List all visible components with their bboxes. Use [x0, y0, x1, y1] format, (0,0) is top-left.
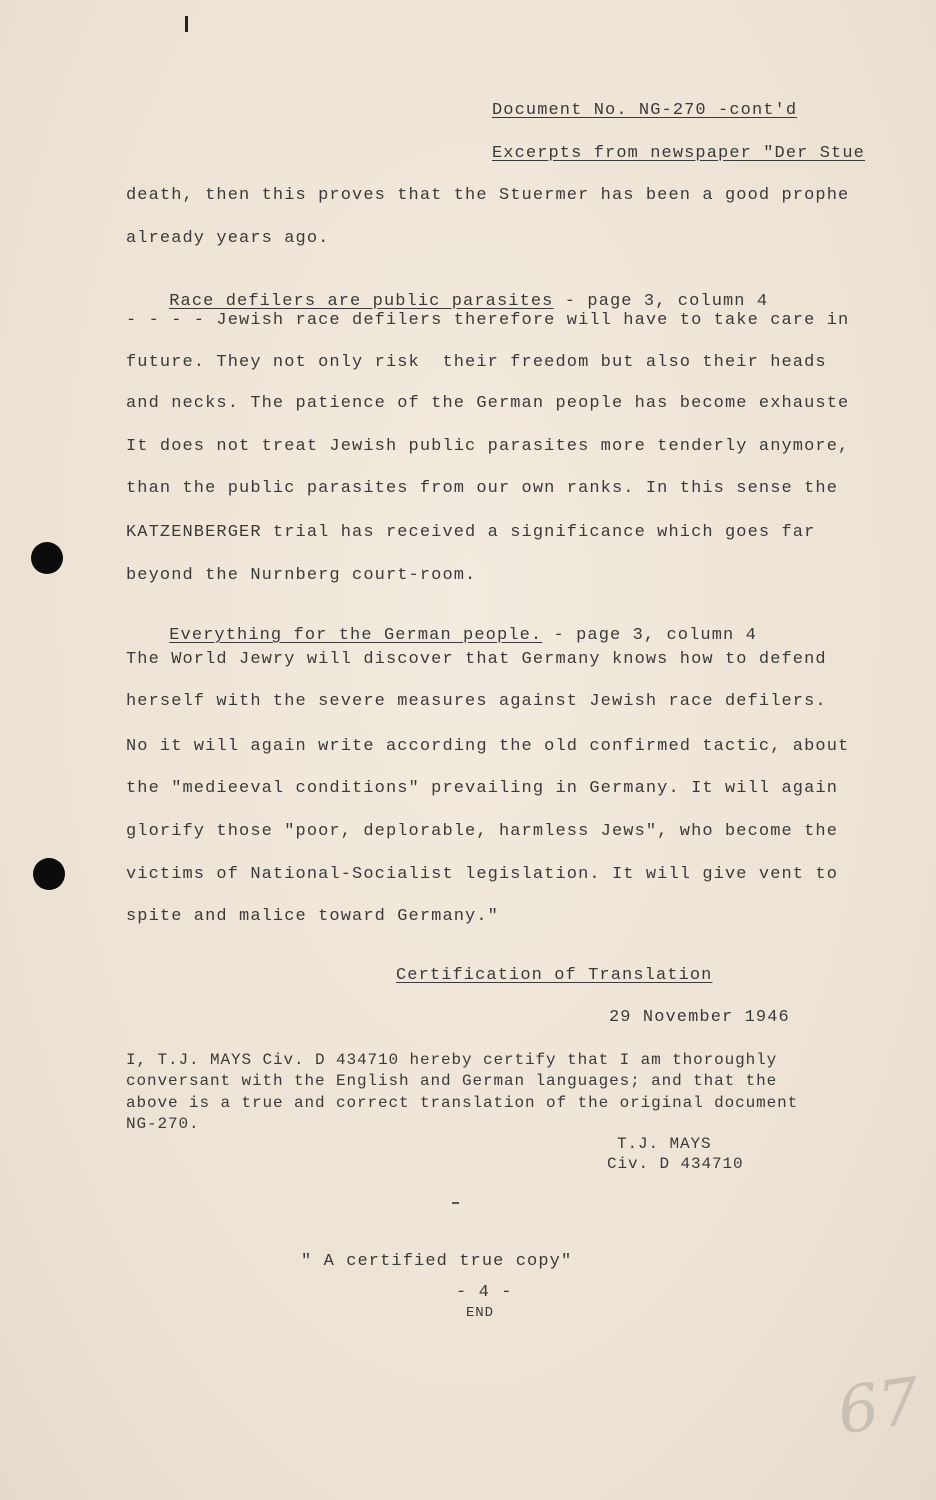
body-line: - - - - Jewish race defilers therefore will have to take care in: [126, 311, 850, 330]
section-reference: - page 3, column 4: [542, 626, 757, 645]
body-line: the "medieeval conditions" prevailing in Germany. It will again: [126, 779, 839, 798]
signature-id: Civ. D 434710: [607, 1155, 744, 1173]
certification-title: Certification of Translation: [396, 966, 713, 985]
end-marker: END: [466, 1305, 494, 1321]
body-line: and necks. The patience of the German people has become exhauste: [126, 394, 850, 413]
margin-note: 67: [833, 1364, 925, 1450]
page-number: - 4 -: [456, 1283, 513, 1302]
body-line: The World Jewry will discover that Germany knows how to defend: [126, 650, 827, 669]
certification-line: NG-270.: [126, 1115, 200, 1133]
certification-line: conversant with the English and German languages; and that the: [126, 1072, 778, 1090]
section-heading-text: Race defilers are public parasites: [169, 292, 554, 311]
certification-line: I, T.J. MAYS Civ. D 434710 hereby certify that I am thoroughly: [126, 1051, 778, 1069]
body-line: beyond the Nurnberg court-room.: [126, 566, 477, 585]
excerpts-heading: Excerpts from newspaper "Der Stue: [492, 144, 865, 163]
body-line: already years ago.: [126, 229, 330, 248]
document-number: Document No. NG-270 -cont'd: [492, 101, 798, 120]
signature-name: T.J. MAYS: [617, 1135, 712, 1153]
certification-line: above is a true and correct translation of the original document: [126, 1094, 799, 1112]
section-heading-text: Everything for the German people.: [169, 626, 543, 645]
certification-date: 29 November 1946: [609, 1008, 790, 1027]
body-line: It does not treat Jewish public parasites more tenderly anymore,: [126, 437, 850, 456]
section-reference: - page 3, column 4: [553, 292, 769, 311]
punch-hole-top: [31, 542, 63, 574]
body-line: than the public parasites from our own ranks. In this sense the: [126, 479, 839, 498]
punch-hole-bottom: [33, 858, 65, 890]
body-line: KATZENBERGER trial has received a significance which goes far: [126, 523, 816, 542]
body-line: victims of National-Socialist legislation. It will give vent to: [126, 865, 839, 884]
body-line: herself with the severe measures against Jewish race defilers.: [126, 692, 827, 711]
top-mark: [185, 16, 188, 32]
body-line: No it will again write according the old confirmed tactic, about: [126, 737, 850, 756]
body-line: spite and malice toward Germany.": [126, 907, 499, 926]
body-line: future. They not only risk their freedom but also their heads: [126, 353, 827, 372]
body-line: death, then this proves that the Stuermer has been a good prophe: [126, 186, 850, 205]
body-line: glorify those "poor, deplorable, harmless Jews", who become the: [126, 822, 839, 841]
dash-mark: [452, 1202, 459, 1204]
certified-true-copy: " A certified true copy": [301, 1252, 573, 1271]
